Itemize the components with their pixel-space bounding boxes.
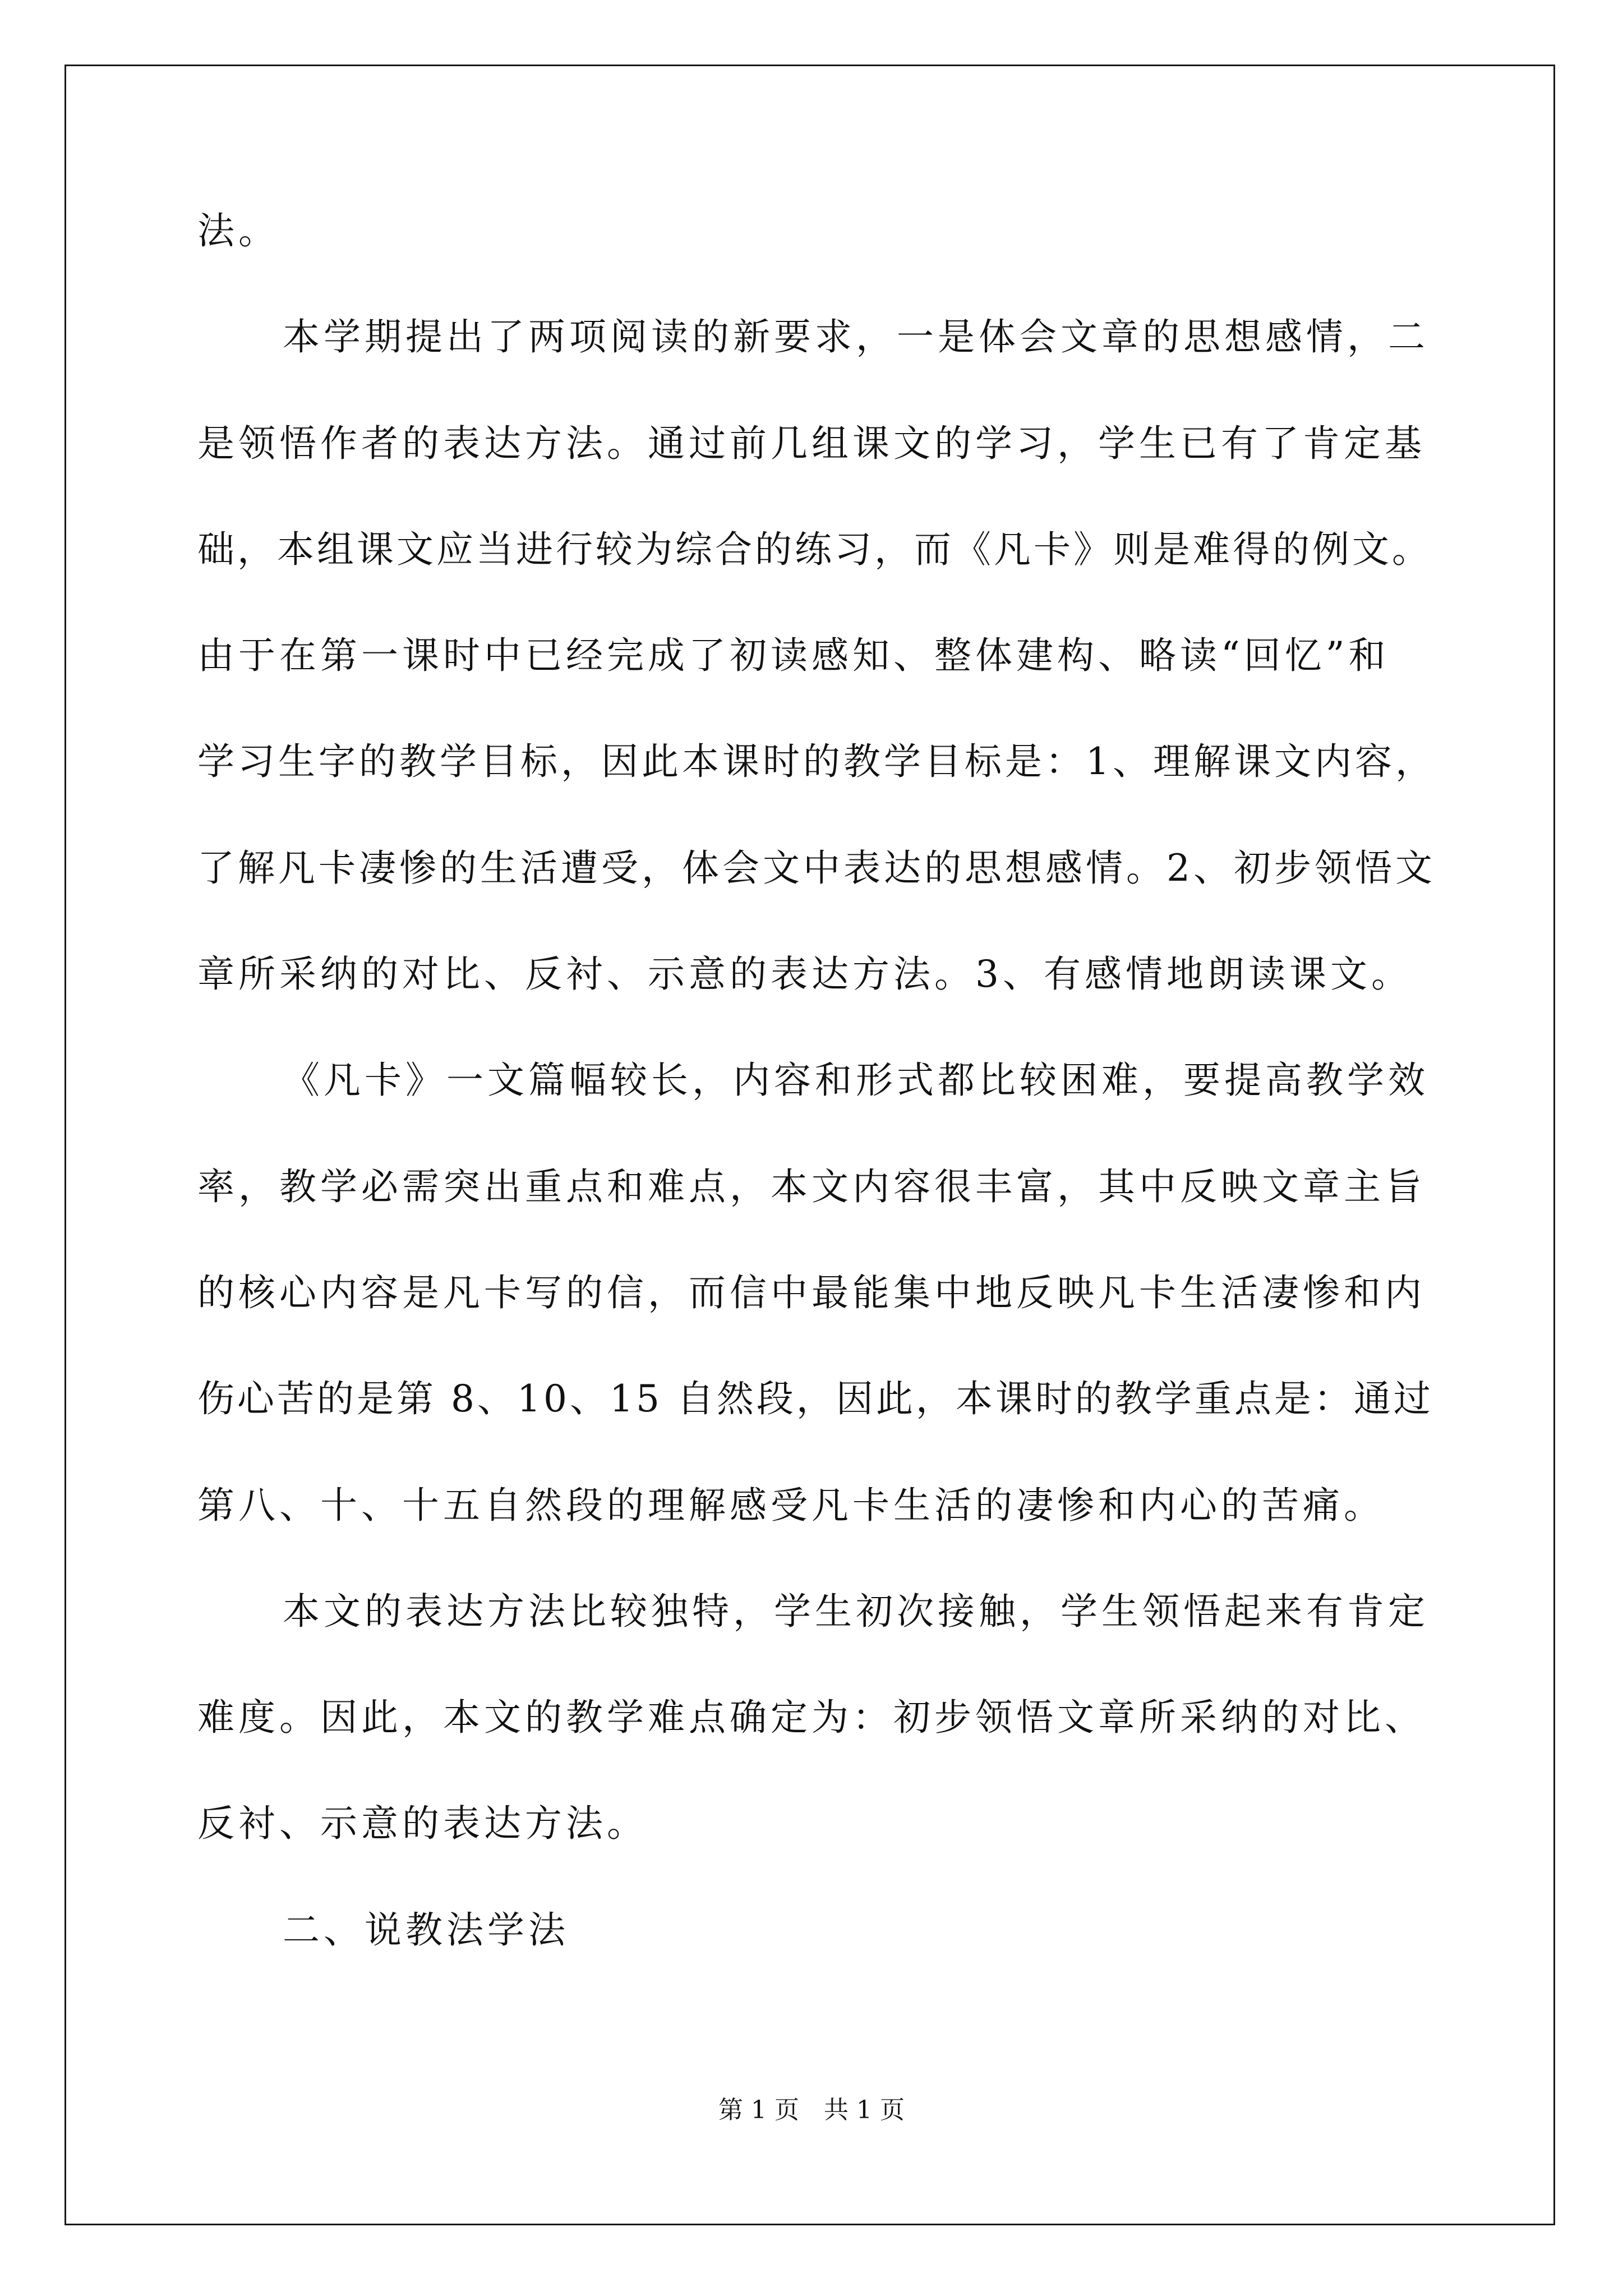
paragraph-first-line xyxy=(197,1589,1440,1699)
line-text: 第八、十、十五自然段的理解感受凡卡生活的凄惨和内心的苦痛。 xyxy=(197,1483,1385,1527)
page-footer: 第 1 页 共 1 页 xyxy=(718,2096,905,2124)
line-text: 章所采纳的对比、反衬、示意的表达方法。3、有感情地朗读课文。 xyxy=(197,953,1412,996)
text-line xyxy=(197,209,1440,319)
text-line xyxy=(197,1271,1440,1381)
line-text: 是领悟作者的表达方法。通过前几组课文的学习，学生已有了肯定基 xyxy=(197,421,1426,465)
line-text: 二、说教法学法 xyxy=(283,1908,569,1952)
document-body xyxy=(197,209,1440,2018)
line-text: 由于在第一课时中已经完成了初读感知、整体建构、略读“回忆”和 xyxy=(197,634,1390,678)
line-text: 本学期提出了两项阅读的新要求，一是体会文章的思想感情，二 xyxy=(283,315,1429,359)
section-heading xyxy=(197,1908,1440,2018)
line-text: 率，教学必需突出重点和难点，本文内容很丰富，其中反映文章主旨 xyxy=(197,1165,1426,1208)
text-line xyxy=(197,1483,1440,1593)
text-line xyxy=(197,953,1440,1062)
text-line xyxy=(197,1802,1440,1911)
line-text: 础，本组课文应当进行较为综合的练习，而《凡卡》则是难得的例文。 xyxy=(197,527,1432,571)
line-text: 反衬、示意的表达方法。 xyxy=(197,1802,648,1846)
line-text: 了解凡卡凄惨的生活遭受，体会文中表达的思想感情。2、初步领悟文 xyxy=(197,846,1436,890)
line-text: 学习生字的教学目标，因此本课时的教学目标是：1、理解课文内容， xyxy=(197,740,1436,784)
line-text: 伤心苦的是第 8、10、15 自然段，因此，本课时的教学重点是：通过 xyxy=(197,1377,1433,1421)
text-line xyxy=(197,634,1440,743)
paragraph-first-line xyxy=(197,1059,1440,1168)
line-text: 的核心内容是凡卡写的信，而信中最能集中地反映凡卡生活凄惨和内 xyxy=(197,1271,1426,1314)
text-line xyxy=(197,1165,1440,1274)
text-line xyxy=(197,421,1440,531)
text-line xyxy=(197,846,1440,956)
text-line xyxy=(197,527,1440,637)
text-line xyxy=(197,740,1440,849)
line-text: 《凡卡》一文篇幅较长，内容和形式都比较困难，要提高教学效 xyxy=(283,1059,1429,1102)
line-text: 难度。因此，本文的教学难点确定为：初步领悟文章所采纳的对比、 xyxy=(197,1696,1426,1740)
text-line xyxy=(197,1377,1440,1487)
line-text: 法。 xyxy=(197,209,279,252)
text-line xyxy=(197,1696,1440,1805)
line-text: 本文的表达方法比较独特，学生初次接触，学生领悟起来有肯定 xyxy=(283,1589,1429,1633)
paragraph-first-line xyxy=(197,315,1440,425)
